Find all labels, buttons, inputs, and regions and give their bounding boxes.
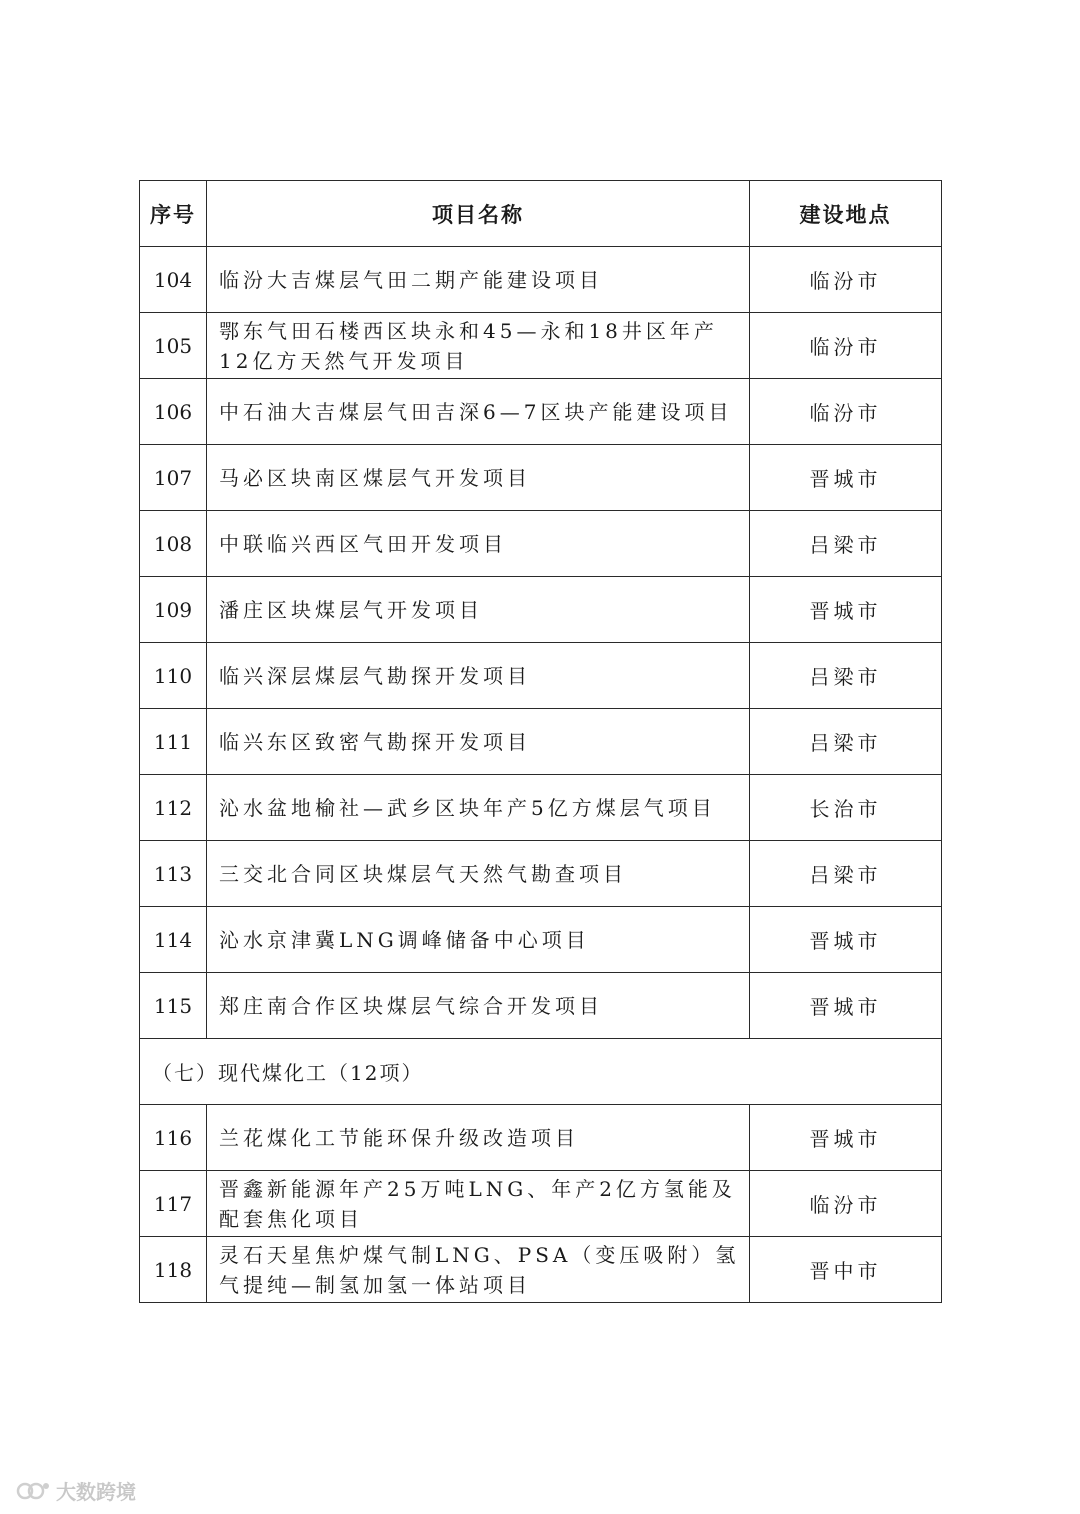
table-row [140,247,942,313]
row-name: 中联临兴西区气田开发项目 [207,511,750,577]
row-no: 112 [140,775,207,841]
row-no: 111 [140,709,207,775]
row-no: 106 [140,379,207,445]
row-no: 107 [140,445,207,511]
row-name: 郑庄南合作区块煤层气综合开发项目 [207,973,750,1039]
table-row [140,511,942,577]
row-location: 长治市 [750,775,942,841]
row-location: 临汾市 [750,247,942,313]
row-location: 晋城市 [750,973,942,1039]
row-name: 临汾大吉煤层气田二期产能建设项目 [207,247,750,313]
row-name: 三交北合同区块煤层气天然气勘查项目 [207,841,750,907]
row-location: 吕梁市 [750,841,942,907]
row-location: 晋城市 [750,577,942,643]
section-title: （七）现代煤化工（12项） [140,1039,942,1105]
row-no: 113 [140,841,207,907]
row-name: 晋鑫新能源年产25万吨LNG、年产2亿方氢能及配套焦化项目 [207,1171,750,1237]
row-name: 鄂东气田石楼西区块永和45—永和18井区年产12亿方天然气开发项目 [207,313,750,379]
table-row [140,577,942,643]
watermark [16,1476,136,1505]
section-row [140,1039,942,1105]
row-no: 108 [140,511,207,577]
row-no: 116 [140,1105,207,1171]
row-location: 临汾市 [750,1171,942,1237]
row-location: 临汾市 [750,313,942,379]
table-row [140,1237,942,1303]
row-location: 晋城市 [750,445,942,511]
row-name: 马必区块南区煤层气开发项目 [207,445,750,511]
row-no: 115 [140,973,207,1039]
row-location: 晋城市 [750,1105,942,1171]
table-header-row [140,181,942,247]
table-row [140,775,942,841]
row-no: 105 [140,313,207,379]
row-name: 中石油大吉煤层气田吉深6—7区块产能建设项目 [207,379,750,445]
row-location: 吕梁市 [750,643,942,709]
header-name: 项目名称 [207,181,750,247]
watermark-text: 大数跨境 [56,1480,136,1504]
row-location: 吕梁市 [750,709,942,775]
table-row [140,445,942,511]
row-name: 临兴东区致密气勘探开发项目 [207,709,750,775]
row-no: 109 [140,577,207,643]
project-table [139,180,942,1303]
row-name: 沁水盆地榆社—武乡区块年产5亿方煤层气项目 [207,775,750,841]
row-name: 潘庄区块煤层气开发项目 [207,577,750,643]
table-row [140,841,942,907]
table-row [140,313,942,379]
row-name: 灵石天星焦炉煤气制LNG、PSA（变压吸附）氢气提纯—制氢加氢一体站项目 [207,1237,750,1303]
row-no: 104 [140,247,207,313]
row-location: 晋中市 [750,1237,942,1303]
row-location: 吕梁市 [750,511,942,577]
row-name: 临兴深层煤层气勘探开发项目 [207,643,750,709]
table-row [140,643,942,709]
logo-icon [16,1480,52,1502]
table-row [140,709,942,775]
row-no: 114 [140,907,207,973]
row-name: 沁水京津冀LNG调峰储备中心项目 [207,907,750,973]
row-no: 118 [140,1237,207,1303]
table-row [140,1171,942,1237]
table-row [140,1105,942,1171]
row-location: 晋城市 [750,907,942,973]
header-no: 序号 [140,181,207,247]
table-row [140,907,942,973]
table-row [140,973,942,1039]
header-location: 建设地点 [750,181,942,247]
row-no: 110 [140,643,207,709]
row-no: 117 [140,1171,207,1237]
row-location: 临汾市 [750,379,942,445]
table-row [140,379,942,445]
row-name: 兰花煤化工节能环保升级改造项目 [207,1105,750,1171]
